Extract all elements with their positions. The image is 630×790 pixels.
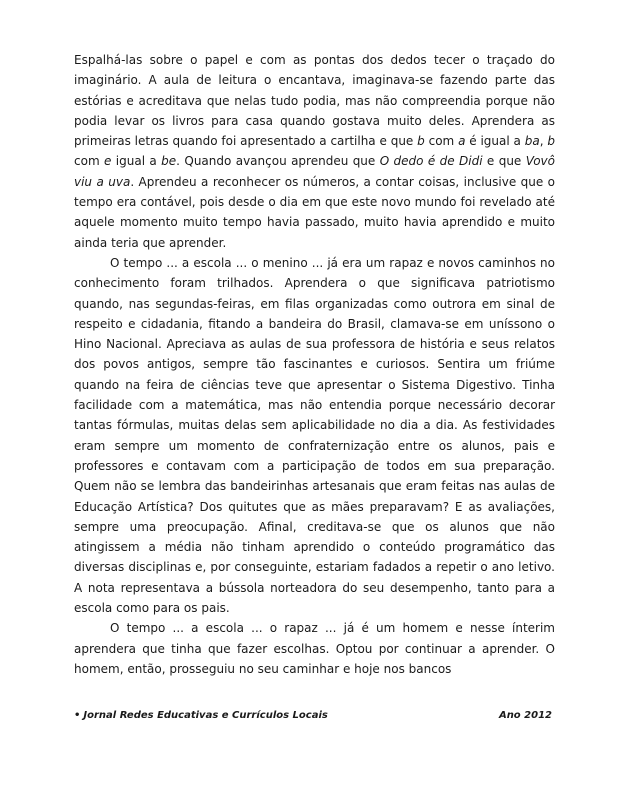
italic-text: O dedo é de Didi bbox=[379, 154, 483, 169]
text-run: e que bbox=[482, 154, 526, 169]
paragraph-3 bbox=[74, 618, 555, 679]
text-run: com bbox=[424, 134, 459, 149]
italic-text: b bbox=[547, 134, 555, 149]
paragraph-2 bbox=[74, 253, 555, 618]
text-run: , bbox=[539, 134, 548, 149]
footer-journal-title: Jornal Redes Educativas e Currículos Locais bbox=[83, 710, 328, 721]
italic-text: a bbox=[458, 134, 466, 149]
footer-year: Ano 2012 bbox=[498, 710, 552, 721]
document-body bbox=[74, 50, 555, 679]
footer-journal bbox=[74, 710, 328, 721]
paragraph-1 bbox=[74, 50, 555, 253]
text-run: é igual a bbox=[465, 134, 525, 149]
italic-text: b bbox=[417, 134, 425, 149]
bullet-icon: • bbox=[74, 710, 81, 721]
text-run: O tempo ... a escola ... o rapaz ... já é um homem e nesse ínterim aprendera que tinha que fazer escolhas. Optou por continuar a aprender. O homem, então, prosseguiu no seu caminhar e hoje nos bancos bbox=[74, 621, 555, 676]
text-run: . Aprendeu a reconhecer os números, a contar coisas, inclusive que o tempo era contável, pois desde o dia em que este novo mundo foi revelado até aquele momento muito tempo havia passado, muito havia aprendido e muito ainda teria que aprender. bbox=[74, 174, 555, 250]
italic-text: ba bbox=[524, 134, 540, 149]
italic-text: e bbox=[104, 154, 112, 169]
page-footer bbox=[74, 710, 552, 721]
text-run: Espalhá-las sobre o papel e com as pontas dos dedos tecer o traçado do imaginário. A aula de leitura o encantava, imaginava-se fazendo parte das estórias e acreditava que nelas tudo podia, mas não compreendia porque não podia levar os livros para casa quando gostava muito deles. Aprendera as primeiras letras quando foi apresentado a cartilha e que bbox=[74, 53, 555, 149]
text-run: O tempo ... a escola ... o menino ... já era um rapaz e novos caminhos no conhecimento foram trilhados. Aprendera o que significava patriotismo quando, nas segundas-feiras, em filas organizadas como outrora em sinal de respeito e cidadania, fitando a bandeira do Brasil, clamava-se em uníssono o Hino Nacional. Apreciava as aulas de sua professora de história e seus relatos dos povos antigos, sempre tão fascinantes e curiosos. Sentira um friúme quando na feira de ciências teve que apresentar o Sistema Digestivo. Tinha facilidade com a matemática, mas não entendia porque necessário decorar tantas fórmulas, muitas delas sem aplicabilidade no dia a dia. As festividades eram sempre um momento de confraternização entre os alunos, pais e professores e contavam com a participação de todos em sua preparação. Quem não se lembra das bandeirinhas artesanais que eram feitas nas aulas de Educação Artística? Dos quitutes que as mães preparavam? E as avaliações, sempre uma preocupação. Afinal, creditava-se que os alunos que não atingissem a média não tinham aprendido o conteúdo programático das diversas disciplinas e, por conseguinte, estariam fadados a repetir o ano letivo. A nota representava a bússola norteadora do seu desempenho, tanto para a escola como para os pais. bbox=[74, 255, 555, 616]
text-run: igual a bbox=[111, 154, 162, 169]
italic-text: Vovô viu a uva bbox=[74, 154, 555, 189]
text-run: . Quando avançou aprendeu que bbox=[176, 154, 380, 169]
italic-text: be bbox=[161, 154, 177, 169]
text-run: com bbox=[74, 154, 105, 169]
